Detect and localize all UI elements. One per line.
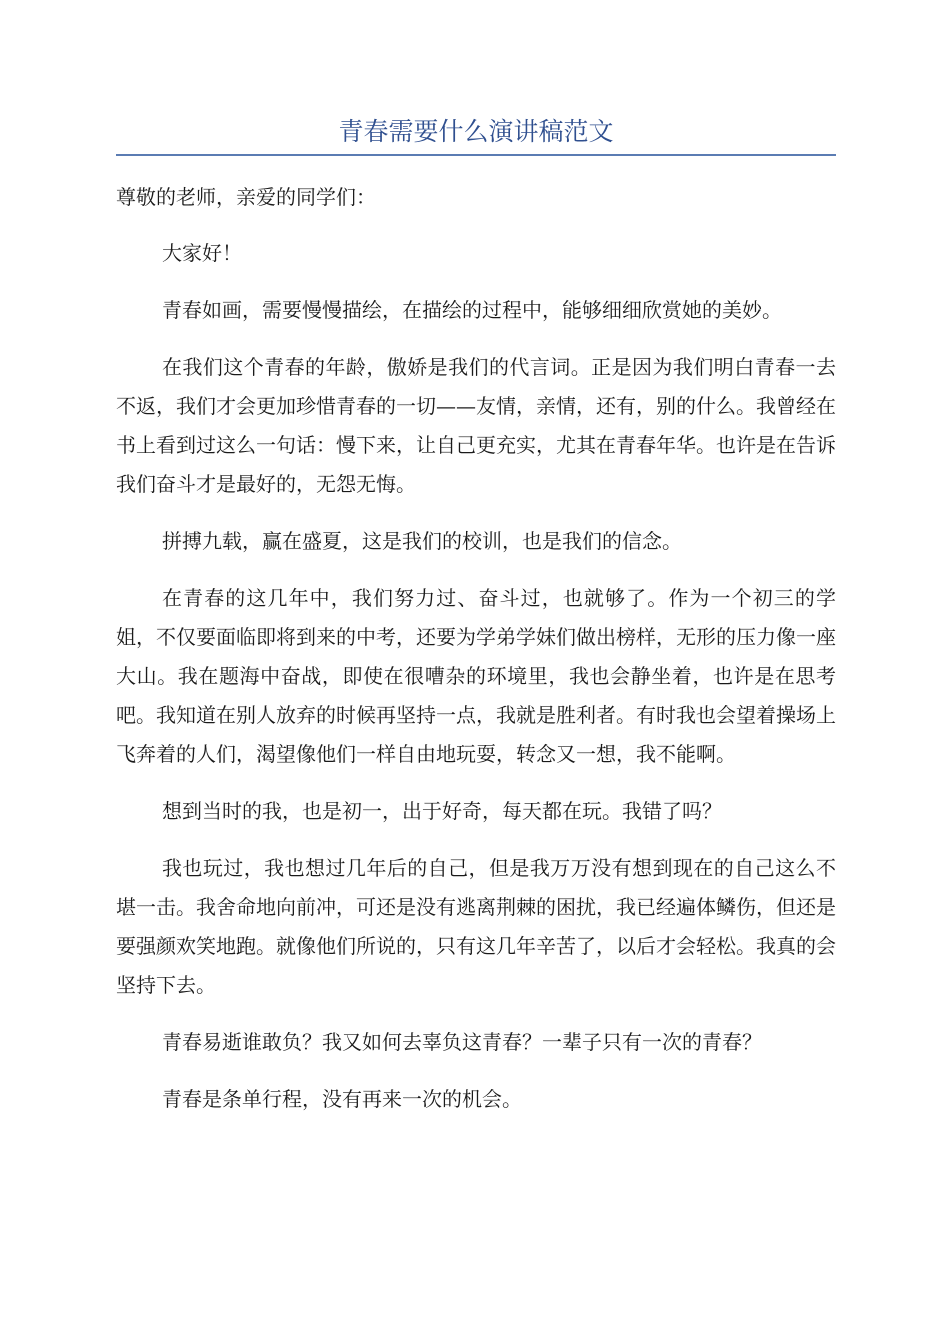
paragraph: 在我们这个青春的年龄，傲娇是我们的代言词。正是因为我们明白青春一去不返，我们才会更加珍惜青春的一切——友情，亲情，还有，别的什么。我曾经在书上看到过这么一句话：慢下来，让自己更充实，尤其在青春年华。也许是在告诉我们奋斗才是最好的，无怨无悔。 <box>116 355 836 496</box>
paragraph: 青春如画，需要慢慢描绘，在描绘的过程中，能够细细欣赏她的美妙。 <box>162 298 782 322</box>
document-page <box>116 112 836 1119</box>
paragraph-greeting: 大家好！ <box>162 241 242 265</box>
document-title: 青春需要什么演讲稿范文 <box>116 112 836 156</box>
paragraph: 想到当时的我，也是初一，出于好奇，每天都在玩。我错了吗？ <box>162 799 722 823</box>
paragraph: 青春是条单行程，没有再来一次的机会。 <box>162 1087 522 1111</box>
paragraph: 我也玩过，我也想过几年后的自己，但是我万万没有想到现在的自己这么不堪一击。我舍命地向前冲，可还是没有逃离荆棘的困扰，我已经遍体鳞伤，但还是要强颜欢笑地跑。就像他们所说的，只有这几年辛苦了，以后才会轻松。我真的会坚持下去。 <box>116 856 836 997</box>
salutation: 尊敬的老师，亲爱的同学们： <box>116 185 376 209</box>
paragraph: 拼搏九载，赢在盛夏，这是我们的校训，也是我们的信念。 <box>162 529 682 553</box>
paragraph: 在青春的这几年中，我们努力过、奋斗过，也就够了。作为一个初三的学姐，不仅要面临即将到来的中考，还要为学弟学妹们做出榜样，无形的压力像一座大山。我在题海中奋战，即使在很嘈杂的环境里，我也会静坐着，也许是在思考吧。我知道在别人放弃的时候再坚持一点，我就是胜利者。有时我也会望着操场上飞奔着的人们，渴望像他们一样自由地玩耍，转念又一想，我不能啊。 <box>116 586 836 766</box>
paragraph: 青春易逝谁敢负？我又如何去辜负这青春？一辈子只有一次的青春？ <box>162 1030 762 1054</box>
